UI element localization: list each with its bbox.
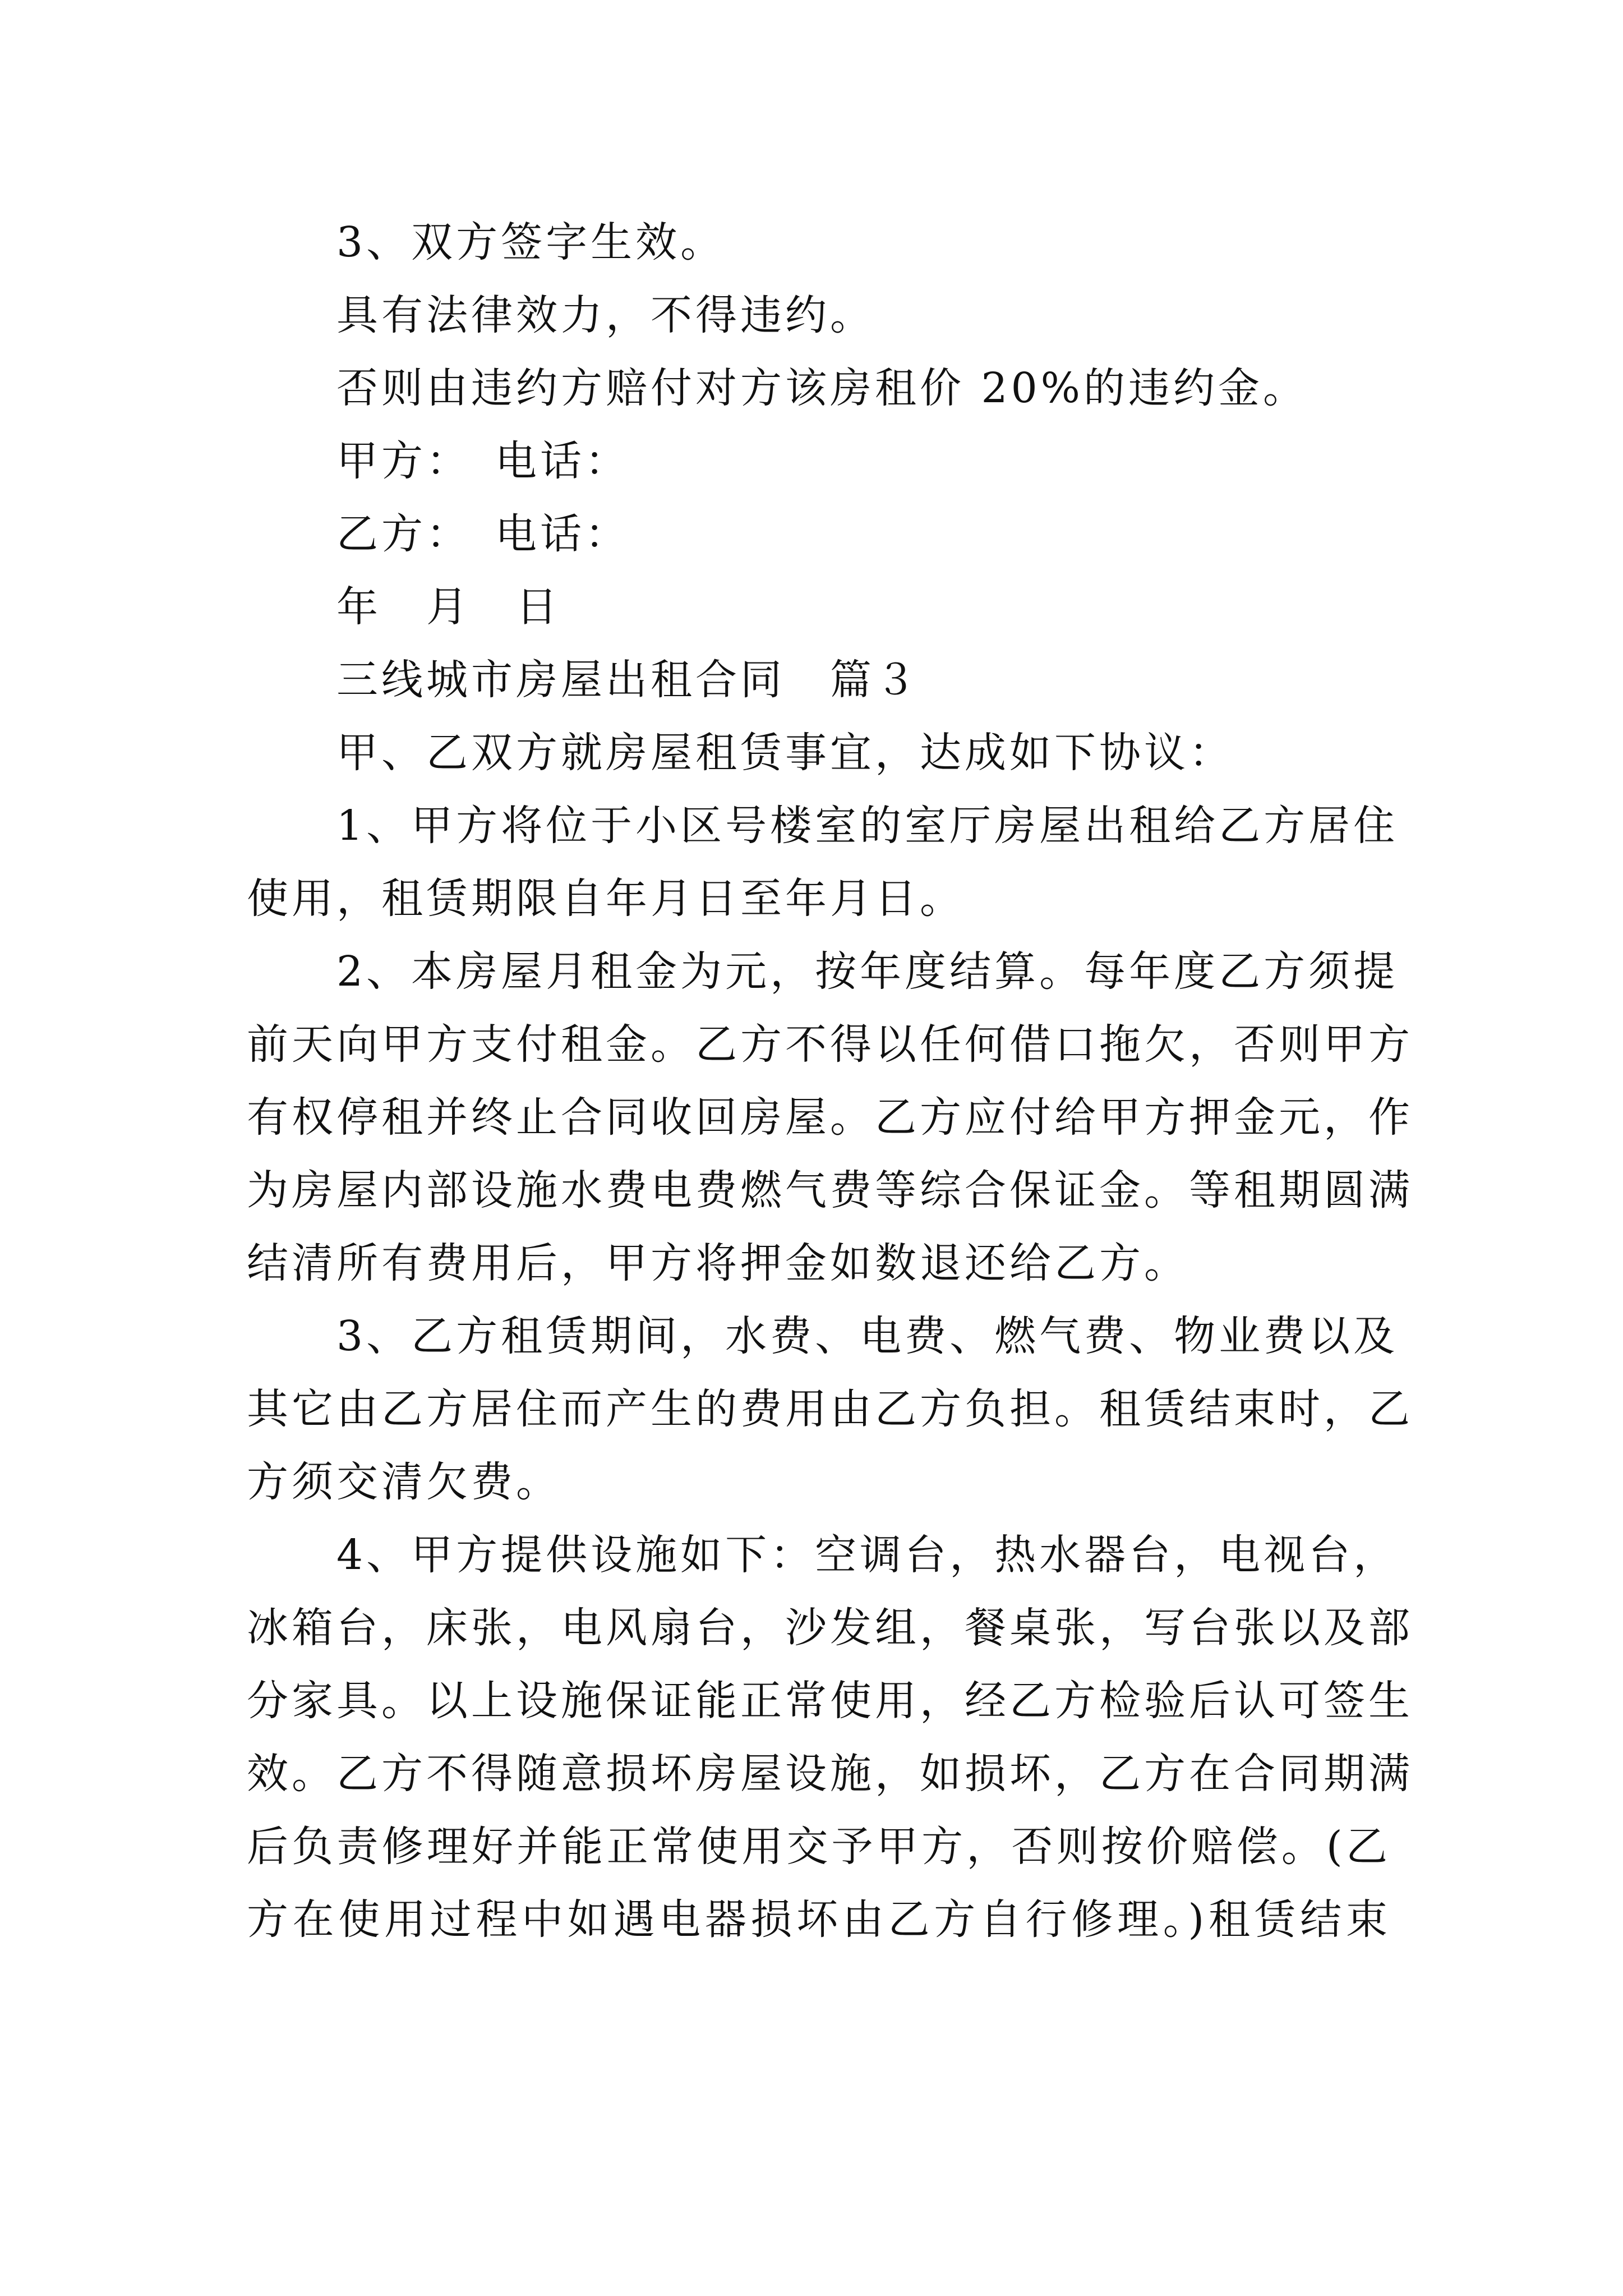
text-line: 使用，租赁期限自年月日至年月日。 [247,875,965,923]
text-line: 其它由乙方居住而产生的费用由乙方负担。租赁结束时，乙 [247,1385,1413,1433]
text-line: 前天向甲方支付租金。乙方不得以任何借口拖欠，否则甲方 [247,1020,1413,1069]
text-line: 分家具。以上设施保证能正常使用，经乙方检验后认可签生 [247,1677,1413,1725]
agreement-intro: 甲、乙双方就房屋租赁事宜，达成如下协议： [336,729,1234,777]
text-line: 方须交清欠费。 [247,1458,561,1506]
section-title: 三线城市房屋出租合同 篇３ [336,656,920,704]
party-b-signature-line: 乙方： 电话： [336,510,630,558]
clause-4-paragraph [247,1519,1413,1956]
text-line: 4、甲方提供设施如下：空调台，热水器台，电视台， [336,1531,1399,1579]
clause-legal-effect: 具有法律效力，不得违约。 [336,291,875,339]
clause-penalty: 否则由违约方赔付对方该房租价 20%的违约金。 [336,364,1308,412]
clause-2-paragraph [247,935,1413,1300]
clause-3-paragraph [247,1300,1413,1519]
party-a-signature-line: 甲方： 电话： [336,437,630,485]
clause-1-paragraph [247,789,1399,935]
text-line: 效。乙方不得随意损坏房屋设施，如损坏，乙方在合同期满 [247,1750,1413,1798]
text-line: 结清所有费用后，甲方将押金如数退还给乙方。 [247,1239,1189,1287]
text-line: 有权停租并终止合同收回房屋。乙方应付给甲方押金元，作 [247,1093,1413,1142]
text-line: 1、甲方将位于小区号楼室的室厅房屋出租给乙方居住 [336,802,1399,850]
clause-signing-effective: 3、双方签字生效。 [336,218,726,266]
text-line: 2、本房屋月租金为元，按年度结算。每年度乙方须提 [336,947,1399,996]
text-line: 后负责修理好并能正常使用交予甲方，否则按价赔偿。(乙 [247,1823,1391,1871]
date-line: 年 月 日 [336,583,561,631]
text-line: 方在使用过程中如遇电器损坏由乙方自行修理。)租赁结束 [247,1895,1391,1944]
text-line: 为房屋内部设施水费电费燃气费等综合保证金。等租期圆满 [247,1166,1413,1214]
text-line: 3、乙方租赁期间，水费、电费、燃气费、物业费以及 [336,1312,1399,1360]
text-line: 冰箱台，床张，电风扇台，沙发组，餐桌张，写台张以及部 [247,1604,1413,1652]
